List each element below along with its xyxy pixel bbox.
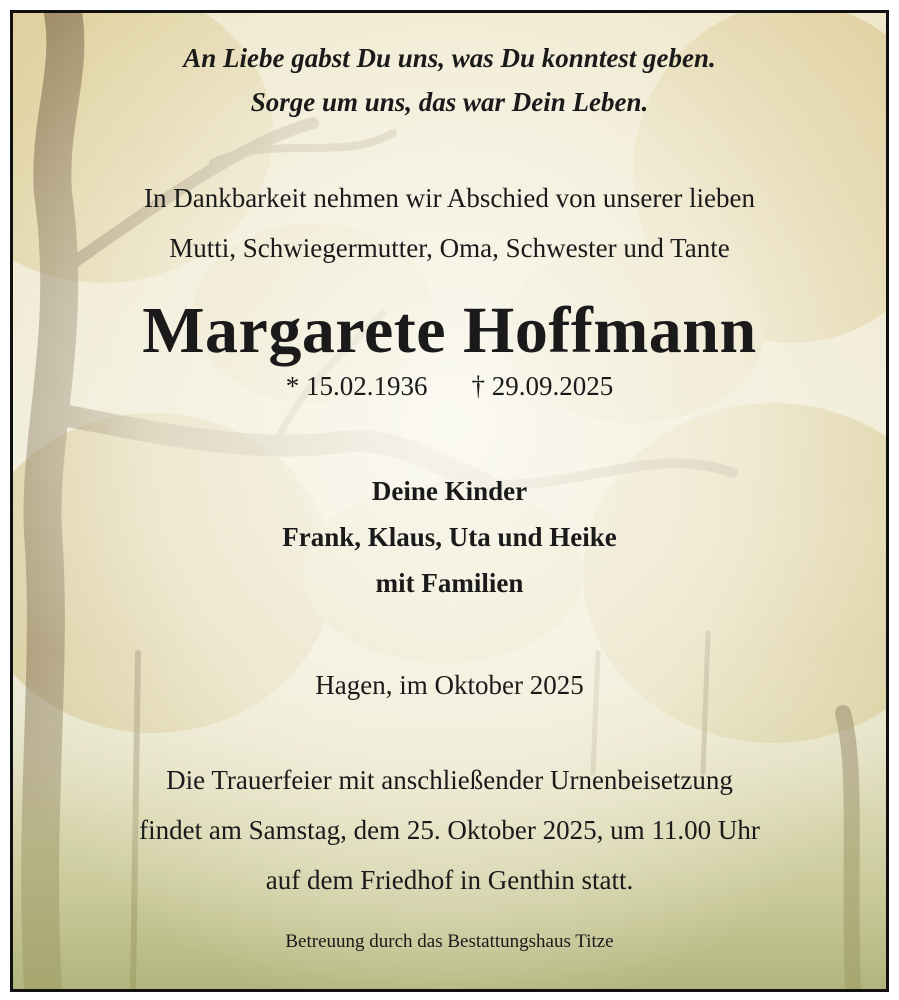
- mourners-line-3: mit Familien: [375, 568, 524, 598]
- funeral-home-credit: Betreuung durch das Bestattungshaus Titze: [285, 931, 614, 952]
- obituary-content: [13, 13, 886, 989]
- obituary-card: [10, 10, 889, 992]
- death-date: † 29.09.2025: [471, 371, 614, 401]
- life-dates: [13, 371, 886, 402]
- mourners-line-2: Frank, Klaus, Uta und Heike: [282, 522, 617, 552]
- motto-line-1: An Liebe gabst Du uns, was Du konntest geben.: [183, 43, 716, 73]
- deceased-name: Margarete Hoffmann: [142, 294, 757, 367]
- intro-line-2: Mutti, Schwiegermutter, Oma, Schwester und Tante: [169, 233, 730, 263]
- mourners-line-1: Deine Kinder: [371, 476, 528, 506]
- service-line-1: Die Trauerfeier mit anschließender Urnenbeisetzung: [166, 765, 733, 795]
- birth-date: * 15.02.1936: [285, 371, 428, 401]
- service-line-3: auf dem Friedhof in Genthin statt.: [265, 865, 634, 895]
- place-date: Hagen, im Oktober 2025: [315, 670, 584, 700]
- intro-line-1: In Dankbarkeit nehmen wir Abschied von unserer lieben: [143, 183, 756, 213]
- service-line-2: findet am Samstag, dem 25. Oktober 2025, um 11.00 Uhr: [139, 815, 760, 845]
- motto-line-2: Sorge um uns, das war Dein Leben.: [250, 87, 649, 117]
